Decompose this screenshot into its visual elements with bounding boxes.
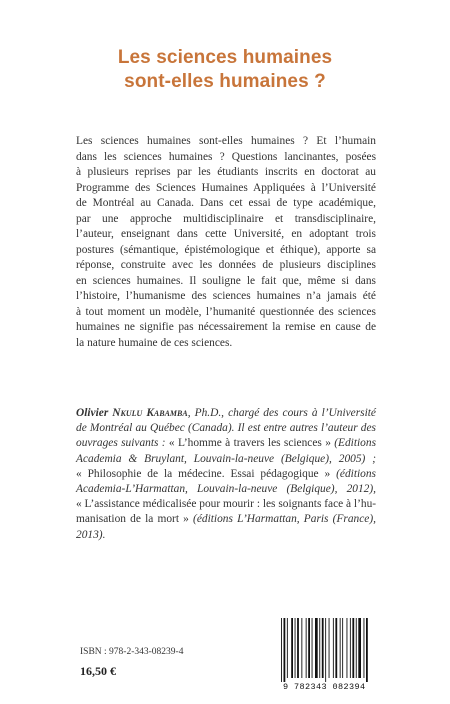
book-reference: manisation de la mort » [76, 513, 194, 526]
bio-line [76, 467, 376, 482]
bio-line: « L’assistance médicalisée pour mourir : les soignants face à l’hu- [76, 498, 377, 511]
bio-line: 2013). [76, 528, 106, 541]
summary-line: de Montréal au Canada. Dans cet essai de type académique, [76, 197, 376, 209]
bio-line [76, 406, 376, 421]
bio-line [76, 512, 376, 527]
summary-line: en sciences humaines. Il souligne le fait que, même si dans [76, 274, 376, 287]
author-first-name: Olivier [76, 407, 113, 419]
summary-line: l’auteur, enseignant dans cette Université, en adoptant trois [76, 228, 376, 240]
summary-line: l’histoire, l’humanisme des sciences humaines n’a jamais été [76, 290, 376, 302]
bio-text: (Editions [334, 437, 376, 450]
summary-line: humaines ne signifie pas nécessairement la remise en cause de [76, 321, 376, 333]
book-reference: « L’homme à travers les sciences » [168, 437, 335, 450]
book-title-line-1: Les sciences humaines [117, 47, 333, 68]
summary-line: la nature humaine de ces sciences. [76, 336, 233, 349]
bio-line: Academia & Bruylant, Louvain-la-neuve (Belgique), 2005) ; [76, 452, 376, 465]
book-title-line-2: sont-elles humaines ? [124, 71, 326, 92]
price: 16,50 € [80, 664, 116, 678]
summary-line: dans les sciences humaines ? Questions lancinantes, posées [76, 150, 376, 163]
summary-line: réponse, construite avec les données de plusieurs disciplines [76, 259, 376, 271]
author-last-name: Nkulu Kabamba [112, 407, 188, 419]
summary-line: à tout moment un modèle, l’humanité questionnée des sciences [76, 305, 376, 318]
bio-text: , Ph.D., chargé des cours à l’Université [187, 407, 376, 419]
barcode-number: 9 782343 082394 [283, 682, 366, 692]
book-reference: « Philosophie de la médecine. Essai pédagogique » [76, 467, 337, 480]
bio-line: de Montréal au Québec (Canada). Il est entre autres l’auteur des [76, 422, 376, 435]
book-summary [76, 134, 376, 351]
bio-line [76, 436, 376, 451]
summary-line: Les sciences humaines sont-elles humaines ? Et l’humain [76, 135, 376, 147]
summary-line: postures (sémantique, épistémologique et éthique), apporte sa [76, 243, 376, 256]
isbn: ISBN : 978-2-343-08239-4 [80, 647, 184, 657]
summary-line: à plusieurs reprises par les étudiants inscrits en doctorat au [76, 166, 376, 178]
summary-line: Programme des Sciences Humaines Appliquées à l’Université [76, 181, 376, 194]
barcode-icon [281, 618, 378, 682]
author-bio [76, 406, 376, 543]
bio-text: ouvrages suivants : [76, 437, 169, 450]
book-title [0, 46, 450, 94]
bio-text: (éditions L’Harmattan, Paris (France), [193, 513, 376, 526]
bio-text: (éditions [336, 467, 376, 480]
summary-line: par une approche multidisciplinaire et transdisciplinaire, [76, 212, 376, 225]
bio-line: Academia-L’Harmattan, Louvain-la-neuve (Belgique), 2012), [76, 483, 376, 496]
